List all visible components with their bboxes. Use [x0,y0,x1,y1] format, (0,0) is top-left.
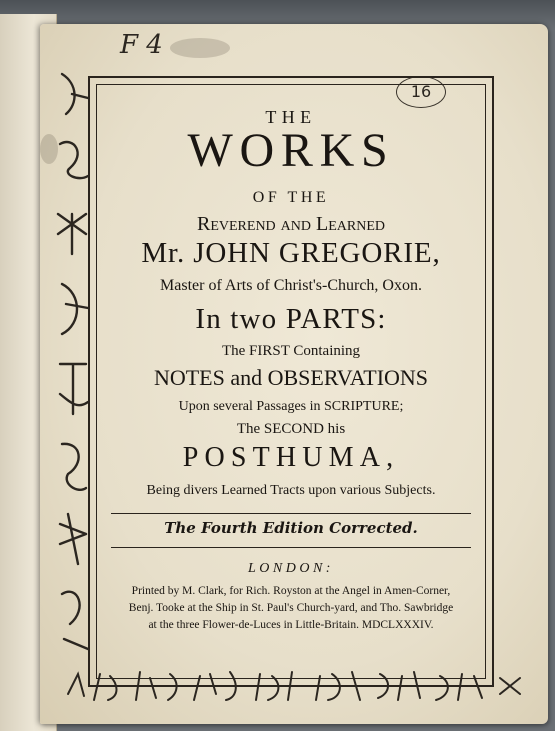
upon-line: Upon several Passages in SCRIPTURE; [178,399,404,414]
imprint-line-1: Printed by M. Clark, for Rich. Royston at the Angel in Amen-Corner, [131,585,451,597]
being-line: Being divers Learned Tracts upon various Subjects. [146,483,436,498]
edition-line: The Fourth Edition Corrected. [164,519,418,537]
london-line: LONDON: [248,561,334,576]
rule-bottom [111,547,471,548]
in-two-parts: In two PARTS: [195,303,387,335]
imprint-line-3: at the three Flower-de-Luces in Little-Britain. MDCLXXXIV. [148,619,434,631]
works-heading: WORKS [187,124,395,177]
author-name: Mr. JOHN GREGORIE, [141,237,441,269]
title-border [88,76,494,687]
of-the-line: OF THE [252,189,330,206]
title-page [40,24,548,724]
reverend-line: Reverend and Learned [197,213,385,235]
title-border-inner [96,84,486,679]
shelf-number-annotation: 16 [396,76,446,108]
handwritten-top-mark: F 4 [120,30,163,60]
notes-line: NOTES and OBSERVATIONS [153,365,429,390]
bottom-handwriting [60,664,530,714]
rule-top [111,513,471,514]
marginal-handwriting [48,64,98,684]
the-heading: THE [265,107,317,127]
imprint-line-2: Benj. Tooke at the Ship in St. Paul's Church-yard, and Tho. Sawbridge [128,602,454,614]
author-degree: Master of Arts of Christ's-Church, Oxon. [160,277,422,294]
posthuma-line: POSTHUMA, [182,442,400,473]
ink-stain [170,38,230,58]
first-part-line: The FIRST Containing [221,343,361,359]
second-part-line: The SECOND his [236,421,346,437]
